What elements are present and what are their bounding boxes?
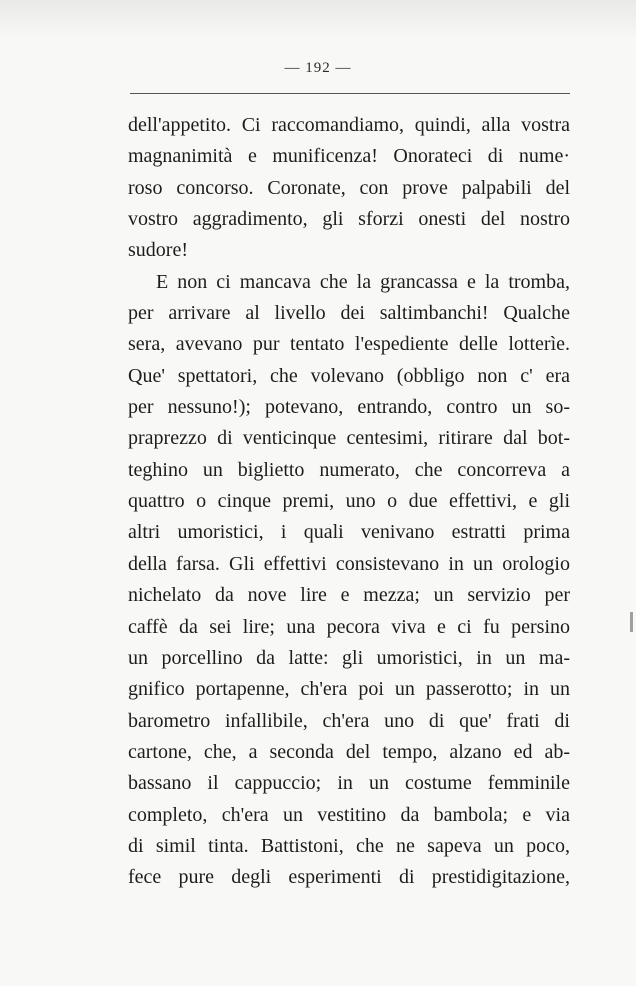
text-line: Que' spettatori, che volevano (obbligo non c' era bbox=[128, 364, 570, 387]
text-line: dell'appetito. Ci raccomandiamo, quindi, alla vostra bbox=[128, 114, 570, 136]
text-line: cartone, che, a seconda del tempo, alzano ed ab- bbox=[128, 740, 570, 763]
page-number: — 192 — bbox=[284, 60, 352, 76]
text-line: quattro o cinque premi, uno o due effettivi, e gli bbox=[128, 490, 570, 513]
body-text bbox=[128, 110, 570, 894]
text-line: E non ci mancava che la grancassa e la tromba, bbox=[156, 270, 570, 293]
text-line: magnanimità e munificenza! Onorateci di nume· bbox=[128, 145, 570, 168]
text-line: caffè da sei lire; una pecora viva e ci fu persino bbox=[128, 615, 570, 638]
text-line: di simil tinta. Battistoni, che ne sapeva un poco, bbox=[128, 834, 570, 857]
text-line: per nessuno!); potevano, entrando, contro un so- bbox=[128, 396, 570, 419]
text-line: teghino un biglietto numerato, che concorreva a bbox=[128, 458, 570, 481]
text-line: sera, avevano pur tentato l'espediente delle lotterìe. bbox=[128, 333, 570, 356]
scan-edge-mark bbox=[630, 612, 633, 632]
text-line: per arrivare al livello dei saltimbanchi! Qualche bbox=[128, 302, 570, 325]
text-line: praprezzo di venticinque centesimi, ritirare dal bot- bbox=[128, 427, 570, 450]
text-line: bassano il cappuccio; in un costume femminile bbox=[128, 772, 570, 795]
text-line: nichelato da nove lire e mezza; un servizio per bbox=[128, 584, 570, 607]
text-line: roso concorso. Coronate, con prove palpabili del bbox=[128, 176, 570, 199]
text-line: della farsa. Gli effettivi consistevano in un orologio bbox=[128, 552, 570, 575]
text-line: barometro infallibile, ch'era uno di que' frati di bbox=[128, 709, 570, 732]
text-line: un porcellino da latte: gli umoristici, in un ma- bbox=[128, 646, 570, 669]
scan-edge-shading bbox=[0, 0, 636, 40]
text-line: gnifico portapenne, ch'era poi un passerotto; in un bbox=[128, 678, 570, 701]
header-rule bbox=[130, 93, 570, 94]
text-line: completo, ch'era un vestitino da bambola; e via bbox=[128, 803, 570, 826]
text-line: sudore! bbox=[128, 239, 188, 262]
text-line: vostro aggradimento, gli sforzi onesti del nostro bbox=[128, 208, 570, 231]
text-line: fece pure degli esperimenti di prestidigitazione, bbox=[128, 866, 570, 889]
text-line: altri umoristici, i quali venivano estratti prima bbox=[128, 521, 570, 544]
